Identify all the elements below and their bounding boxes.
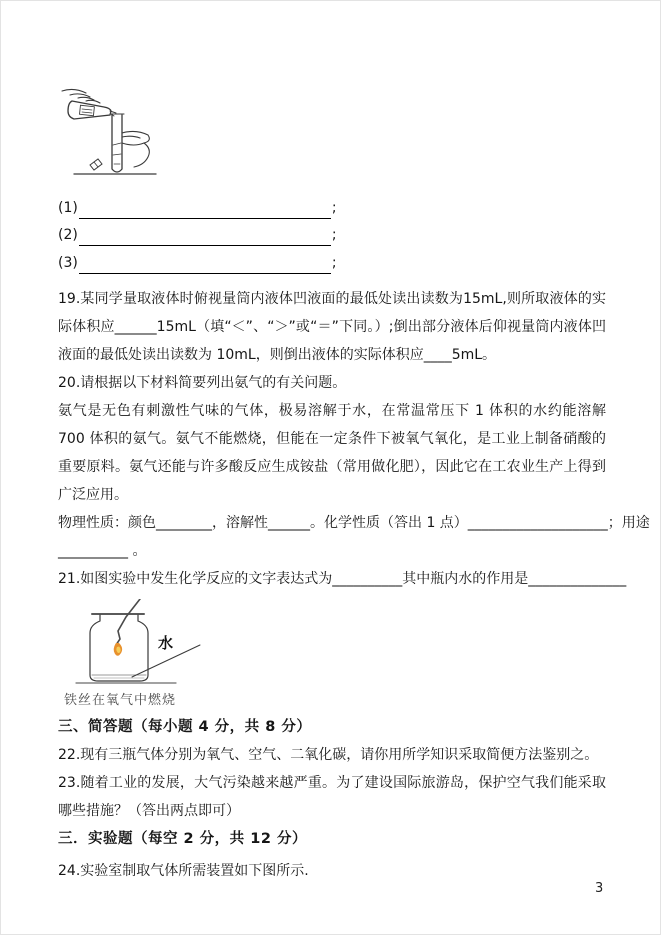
question-20-answer-line2: __________ 。 xyxy=(58,542,147,559)
answer-underline xyxy=(79,228,331,246)
answer-underline xyxy=(79,201,331,219)
blank-label: (3) xyxy=(58,254,78,271)
page-number: 3 xyxy=(595,881,604,896)
blank-suffix: ; xyxy=(331,199,337,216)
answer-blank-line-3 xyxy=(58,249,606,277)
answer-blank-line-2 xyxy=(58,222,606,250)
section-heading-experiment: 三．实验题（每空 2 分，共 12 分） xyxy=(58,830,307,847)
pouring-liquid-drawing xyxy=(60,85,160,180)
question-21: 21.如图实验中发生化学反应的文字表达式为__________其中瓶内水的作用是______________ xyxy=(58,570,627,587)
blank-label: (1) xyxy=(58,199,78,216)
blank-suffix: ; xyxy=(331,227,337,243)
question-20-intro: 20.请根据以下材料简要列出氨气的有关问题。 xyxy=(58,374,347,391)
question-23: 23.随着工业的发展，大气污染越来越严重。为了建设国际旅游岛，保护空气我们能采取哪些措施？（答出两点即可） xyxy=(58,774,606,819)
question-20-material: 氨气是无色有刺激性气味的气体，极易溶解于水，在常温常压下 1 体积的水约能溶解 700 体积的氨气。氨气不能燃烧，但能在一定条件下被氧气氧化，是工业上制备硝酸的重要原料。氨气还能与许多酸反应生成铵盐（常用做化肥），因此它在工农业生产上得到广泛应用。 xyxy=(58,402,606,503)
answer-blank-line-1 xyxy=(58,194,606,222)
question-24: 24.实验室制取气体所需装置如下图所示. xyxy=(58,862,309,879)
iron-wire-combustion-figure xyxy=(64,599,288,711)
blank-suffix: ; xyxy=(331,254,337,271)
question-19: 19.某同学量取液体时俯视量筒内液体凹液面的最低处读出读数为15mL,则所取液体的实际体积应______15mL（填“＜”、“＞”或“＝”下同。）;倒出部分液体后仰视量筒内液体凹液面的最低处读出读数为 10mL，则倒出液体的实际体积应____5mL。 xyxy=(58,290,606,363)
question-22: 22.现有三瓶气体分别为氧气、空气、二氧化碳，请你用所学知识采取简便方法鉴别之。 xyxy=(58,746,599,763)
water-label: 水 xyxy=(158,633,174,652)
section-heading-short-answer: 三、简答题（每小题 4 分，共 8 分） xyxy=(58,718,312,735)
question-20-answer-line1: 物理性质：颜色________，溶解性______。化学性质（答出 1 点）____________________；用途 xyxy=(58,514,650,531)
page-content xyxy=(58,85,650,885)
figure-caption: 铁丝在氧气中燃烧 xyxy=(64,692,177,708)
flame-icon xyxy=(114,643,122,656)
pouring-liquid-figure xyxy=(60,85,160,180)
answer-underline xyxy=(79,256,331,274)
blank-label: (2) xyxy=(58,227,78,243)
